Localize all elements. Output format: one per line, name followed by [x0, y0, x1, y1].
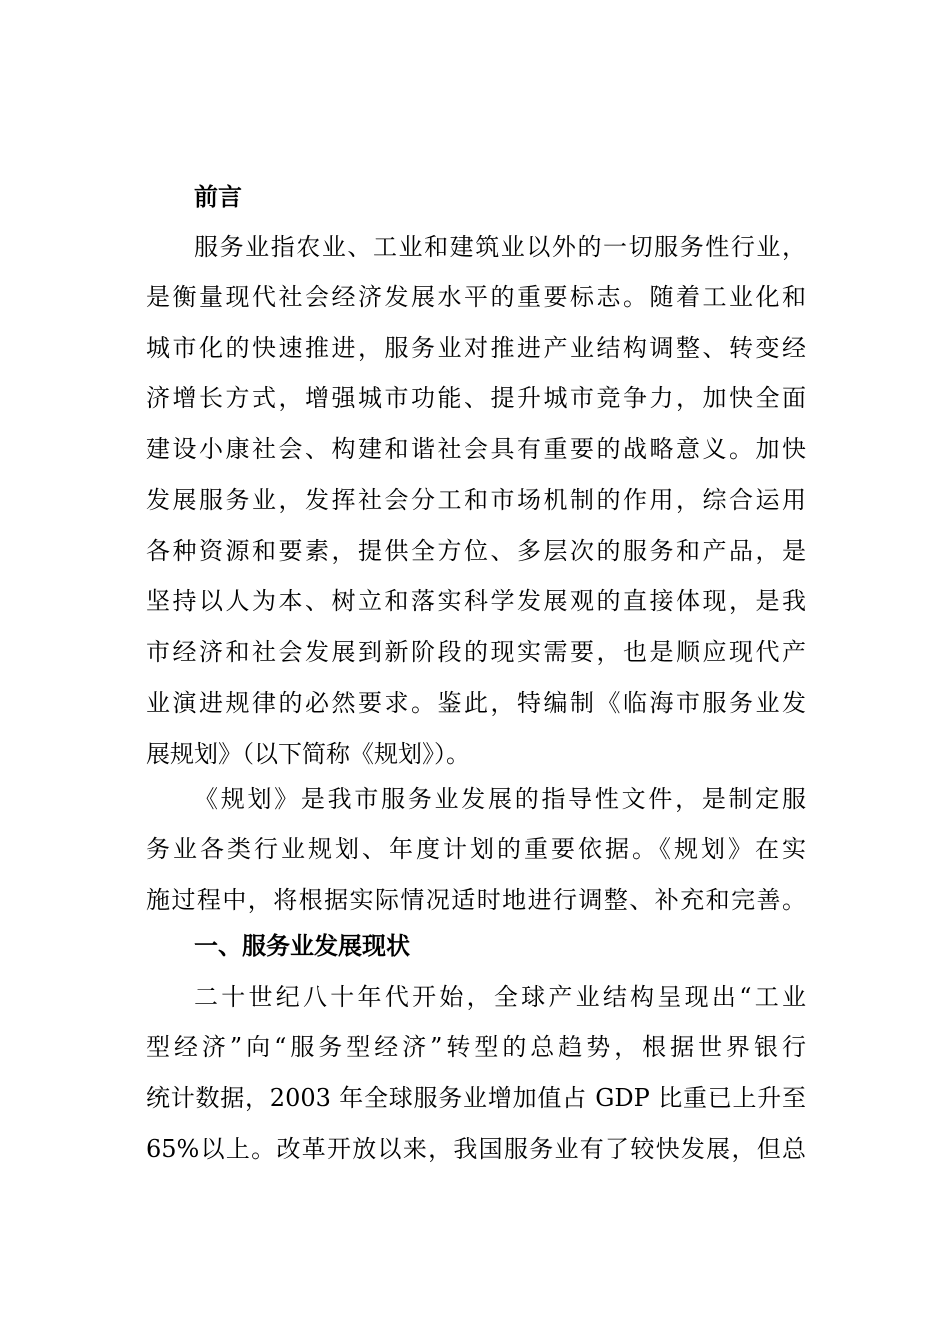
- paragraph-line: 服务业指农业、工业和建筑业以外的一切服务性行业，: [194, 233, 806, 261]
- paragraph-line: 济增长方式，增强城市功能、提升城市竞争力，加快全面: [146, 384, 806, 412]
- paragraph-line: 施过程中，将根据实际情况适时地进行调整、补充和完善。: [146, 886, 806, 914]
- paragraph-line: 坚持以人为本、树立和落实科学发展观的直接体现，是我: [146, 587, 806, 615]
- preface-heading: 前言: [194, 183, 242, 211]
- paragraph-line: 建设小康社会、构建和谐社会具有重要的战略意义。加快: [146, 435, 806, 463]
- paragraph-line: 《规划》是我市服务业发展的指导性文件，是制定服: [194, 785, 806, 813]
- paragraph-line: 型经济”向“服务型经济”转型的总趋势，根据世界银行: [146, 1033, 806, 1061]
- paragraph-line: 各种资源和要素，提供全方位、多层次的服务和产品，是: [146, 537, 806, 565]
- section-heading: 一、服务业发展现状: [194, 932, 410, 960]
- paragraph-line: 65%以上。改革开放以来，我国服务业有了较快发展，但总: [146, 1135, 806, 1163]
- paragraph-line: 务业各类行业规划、年度计划的重要依据。《规划》在实: [146, 835, 806, 863]
- paragraph-line: 发展服务业，发挥社会分工和市场机制的作用，综合运用: [146, 486, 806, 514]
- paragraph-line: 市经济和社会发展到新阶段的现实需要，也是顺应现代产: [146, 638, 806, 666]
- paragraph-line: 展规划》（以下简称《规划》）。: [146, 740, 470, 768]
- paragraph-line: 城市化的快速推进，服务业对推进产业结构调整、转变经: [146, 334, 806, 362]
- paragraph-line: 业演进规律的必然要求。鉴此，特编制《临海市服务业发: [146, 689, 806, 717]
- paragraph-line: 统计数据，2003 年全球服务业增加值占 GDP 比重已上升至: [146, 1084, 806, 1112]
- paragraph-line: 是衡量现代社会经济发展水平的重要标志。随着工业化和: [146, 283, 806, 311]
- paragraph-line: 二十世纪八十年代开始，全球产业结构呈现出“工业: [194, 983, 806, 1011]
